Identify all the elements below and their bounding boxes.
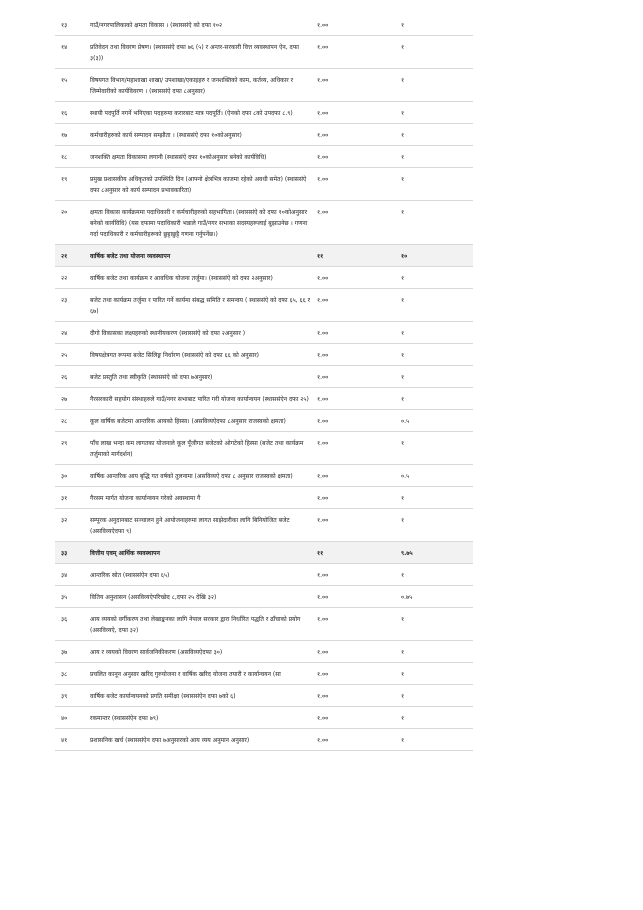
table-row: [55, 410, 473, 432]
row-number: ३७: [55, 641, 88, 663]
row-description: स्थायी पदपूर्ति नगर्ने भनिएका पदहरुमा करारबाट मात्र पदपूर्ति। (ऐनको दफा ८को उपदफा ८.९): [88, 102, 315, 124]
table-row: [55, 465, 473, 487]
row-full-marks: १.००: [315, 509, 399, 542]
row-number: १८: [55, 146, 88, 168]
row-obtained-marks: १: [399, 14, 473, 36]
row-description: गाउँ/नगरपालिकाको क्षमता विकास । (स्थाससंऐ को दफा १०२: [88, 14, 315, 36]
row-full-marks: १.००: [315, 586, 399, 608]
assessment-table: [55, 14, 473, 751]
row-description: कूल वार्षिक बजेटमा आन्तरिक आयको हिस्सा। (असविव्यऐदफा ८अनुसार राजस्वको क्षमता): [88, 410, 315, 432]
table-row: [55, 201, 473, 245]
row-description: गैरसम मार्गत योजना कार्यान्वयन गरेको अवस्थामा गै: [88, 487, 315, 509]
row-full-marks: १.००: [315, 641, 399, 663]
row-obtained-marks: १: [399, 124, 473, 146]
row-obtained-marks: १: [399, 564, 473, 586]
row-description: दीगो विकासका लक्ष्यहरुको स्थानीयकरण (स्थाससंऐ को दफा २अनुसार ): [88, 322, 315, 344]
table-row: [55, 36, 473, 69]
table-body: [55, 14, 473, 751]
table-row: [55, 366, 473, 388]
table-row: [55, 685, 473, 707]
row-obtained-marks: १: [399, 509, 473, 542]
row-obtained-marks: १: [399, 366, 473, 388]
row-obtained-marks: १: [399, 707, 473, 729]
row-description: जनशक्ति क्षमता विकासमा लगानी (स्थाससंऐ दफा १०कोअनुसार बनेको कार्यविधि): [88, 146, 315, 168]
row-full-marks: १.००: [315, 36, 399, 69]
row-description: प्रशासनिक खर्च (स्थाससंऐन दफा ७अनुसारको आय व्यय अनुमान अनुसार): [88, 729, 315, 751]
row-number: ३८: [55, 663, 88, 685]
row-number: ४०: [55, 707, 88, 729]
row-description: पाँच लाख भन्दा कम लागतका योजनाले कूल पूँजीगत बजेटको ओगटेको हिस्सा (बजेट तथा कार्यक्रम तर्जुमाको मार्गदर्शन): [88, 432, 315, 465]
row-description: गैरसरकारी सहयोग संस्थाहरुले गाउँ/नगर सभाबाट पारित गरी योजना कार्यान्वयन (स्थाससंऐन दफा २५): [88, 388, 315, 410]
table-row: [55, 608, 473, 641]
row-number: २०: [55, 201, 88, 245]
row-full-marks: १.००: [315, 69, 399, 102]
row-obtained-marks: १: [399, 36, 473, 69]
row-description: आन्तरिक स्रोत (स्थाससंऐन दफा ६५): [88, 564, 315, 586]
row-obtained-marks: १: [399, 146, 473, 168]
row-full-marks: १.००: [315, 267, 399, 289]
table-row: [55, 641, 473, 663]
table-row: [55, 168, 473, 201]
table-row: [55, 388, 473, 410]
row-number: २१: [55, 245, 88, 267]
row-full-marks: १.००: [315, 685, 399, 707]
row-obtained-marks: १: [399, 608, 473, 641]
row-number: १९: [55, 168, 88, 201]
row-description: बजेट प्रस्तुति तथा स्वीकृति (स्थाससंऐ को दफा ७अनुसार): [88, 366, 315, 388]
row-description: कर्मचारीहरुको कार्य सम्पादन सम्झौता । (स्थाससंऐ दफा १०कोअनुसार): [88, 124, 315, 146]
row-obtained-marks: ०.७५: [399, 586, 473, 608]
row-full-marks: १.००: [315, 344, 399, 366]
table-row: [55, 487, 473, 509]
row-full-marks: ११: [315, 245, 399, 267]
row-full-marks: १.००: [315, 124, 399, 146]
row-number: २६: [55, 366, 88, 388]
row-number: ३०: [55, 465, 88, 487]
row-description: वार्षिक बजेट तथा कार्यक्रम र आवधिक योजना तर्जुमा। (स्थाससंऐ को दफा २अनुसार): [88, 267, 315, 289]
row-number: ३६: [55, 608, 88, 641]
row-number: २५: [55, 344, 88, 366]
row-number: २८: [55, 410, 88, 432]
row-full-marks: १.००: [315, 102, 399, 124]
row-description: वित्तीय एवम् आर्थिक व्यवस्थापन: [88, 542, 315, 564]
section-row: [55, 245, 473, 267]
row-number: ३३: [55, 542, 88, 564]
row-obtained-marks: १: [399, 729, 473, 751]
row-obtained-marks: ९.७५: [399, 542, 473, 564]
table-row: [55, 267, 473, 289]
row-full-marks: १.००: [315, 366, 399, 388]
row-description: विषयगत विभाग/महाशाखा शाखा/ उपशाखा/एकाइहरु र जनशक्तिको काम, कर्तव्य, अधिकार र जिम्मेवारीको कार्यविवरण । (स्थाससंऐ दफा ८अनुसार): [88, 69, 315, 102]
row-obtained-marks: १: [399, 432, 473, 465]
table-row: [55, 69, 473, 102]
row-number: २७: [55, 388, 88, 410]
table-row: [55, 663, 473, 685]
row-obtained-marks: १: [399, 322, 473, 344]
row-full-marks: १.००: [315, 432, 399, 465]
row-description: प्रमुख प्रशासकीय अधिकृतको उपस्थिति दिन (आफ्नो क्षेत्रभित्र काजमा रहेको अवधी समेत) (स्थाससंऐ दफा ८अनुसार को कार्य सम्पादन प्रभावकारिता): [88, 168, 315, 201]
row-description: आय र व्ययको विवरण सार्वजनिकीकरण (असविव्यऐदफा ३०): [88, 641, 315, 663]
row-full-marks: १.००: [315, 707, 399, 729]
row-number: ३४: [55, 564, 88, 586]
table-row: [55, 586, 473, 608]
row-description: सम्पूरक अनुदानबाट सञ्चालन हुने आयोजनाहरुमा लागत साझेदारीका लागि बिनियोजित बजेट (असविव्यऐदफा ९): [88, 509, 315, 542]
row-full-marks: १.००: [315, 168, 399, 201]
row-description: रकमान्तर (स्थाससंऐन दफा ७९): [88, 707, 315, 729]
row-description: विषयक्षेत्रगत रूपमा बजेट सिलिङ्ग निर्धारण (स्थाससंऐ को दफा ६६ को अनुसार): [88, 344, 315, 366]
table-row: [55, 707, 473, 729]
table-row: [55, 564, 473, 586]
row-number: ३२: [55, 509, 88, 542]
row-obtained-marks: १: [399, 168, 473, 201]
row-number: ३१: [55, 487, 88, 509]
row-full-marks: १.००: [315, 146, 399, 168]
table-row: [55, 146, 473, 168]
row-description: क्षमता विकास कार्यक्रममा पदाधिकारी र कर्मचारीहरुको सहभागिता। (स्थाससंऐ को दफा १०कोअनुसार बनेको कार्यविधि) (यस दफामा पदाधिकारी भन्नाले गाउँ/नगर सभाका सदस्यहरूलाई बुझाउनेछ । गणना गर्दा पदाधिकारी र कर्मचारीहरूको छुट्टाछुट्टै गणना गर्नुपर्नेछ।): [88, 201, 315, 245]
table-row: [55, 14, 473, 36]
table-row: [55, 124, 473, 146]
row-number: ३५: [55, 586, 88, 608]
row-full-marks: १.००: [315, 608, 399, 641]
table-row: [55, 322, 473, 344]
row-full-marks: १.००: [315, 564, 399, 586]
row-description: वार्षिक बजेट तथा योजना व्यवस्थापन: [88, 245, 315, 267]
row-obtained-marks: १: [399, 69, 473, 102]
row-obtained-marks: १: [399, 267, 473, 289]
row-full-marks: ११: [315, 542, 399, 564]
row-full-marks: १.००: [315, 201, 399, 245]
row-number: २२: [55, 267, 88, 289]
row-full-marks: १.००: [315, 729, 399, 751]
row-number: १४: [55, 36, 88, 69]
row-full-marks: १.००: [315, 289, 399, 322]
table-row: [55, 432, 473, 465]
row-number: १५: [55, 69, 88, 102]
row-full-marks: १.००: [315, 410, 399, 432]
row-obtained-marks: १: [399, 201, 473, 245]
row-number: ३९: [55, 685, 88, 707]
table-row: [55, 729, 473, 751]
row-number: ४१: [55, 729, 88, 751]
row-obtained-marks: १: [399, 102, 473, 124]
row-description: वार्षिक बजेट कार्यान्वयनको प्रगति समीक्षा (स्थाससंऐन दफा ७को ६): [88, 685, 315, 707]
row-number: १७: [55, 124, 88, 146]
section-row: [55, 542, 473, 564]
row-full-marks: १.००: [315, 465, 399, 487]
row-obtained-marks: १: [399, 289, 473, 322]
row-obtained-marks: १: [399, 685, 473, 707]
row-description: आय व्ययको वर्गीकरण तथा लेखाङ्कनका लागि नेपाल सरकार द्वारा निर्धारित पद्धति र ढाँचाको प्रयोग (असविव्यऐ, दफा ३२): [88, 608, 315, 641]
row-full-marks: १.००: [315, 388, 399, 410]
row-number: २३: [55, 289, 88, 322]
table-row: [55, 102, 473, 124]
row-number: १६: [55, 102, 88, 124]
row-obtained-marks: १: [399, 663, 473, 685]
row-number: २९: [55, 432, 88, 465]
row-obtained-marks: ०.५: [399, 410, 473, 432]
row-obtained-marks: ०.५: [399, 465, 473, 487]
row-description: वार्षिक आन्तरिक आय बृद्धि गत वर्षको तुलनामा (असविव्यऐ दफा ८ अनुसार राजस्वको क्षमता): [88, 465, 315, 487]
row-obtained-marks: १: [399, 641, 473, 663]
row-description: प्रचलित कानून अनुसार खरिद गुरुयोजना र वार्षिक खरिद योजना तयारी र कार्यान्वयन (सा: [88, 663, 315, 685]
row-full-marks: १.००: [315, 663, 399, 685]
table-row: [55, 289, 473, 322]
row-obtained-marks: १: [399, 388, 473, 410]
row-description: वितिय अनुशासन (असविव्यऐपरिच्छेद ८,दफा २५ देखि ३२): [88, 586, 315, 608]
row-full-marks: १.००: [315, 14, 399, 36]
table-row: [55, 509, 473, 542]
row-description: बजेट तथा कार्यक्रम तर्जुमा र पारित गर्ने कार्यमा संबद्ध समिति र समन्वय ( स्थाससंऐ को दफा ६५, ६६ र ६७): [88, 289, 315, 322]
table-row: [55, 344, 473, 366]
row-obtained-marks: १: [399, 487, 473, 509]
row-number: २४: [55, 322, 88, 344]
row-full-marks: १.००: [315, 322, 399, 344]
row-obtained-marks: १०: [399, 245, 473, 267]
row-obtained-marks: १: [399, 344, 473, 366]
row-description: प्रतिवेदन तथा विवरण प्रेषण। (स्थाससंऐ दफा ७६ (५) र अन्तर-सरकारी वित्त व्यवस्थापन ऐन, दफा ३(३)): [88, 36, 315, 69]
row-number: १३: [55, 14, 88, 36]
row-full-marks: १.००: [315, 487, 399, 509]
